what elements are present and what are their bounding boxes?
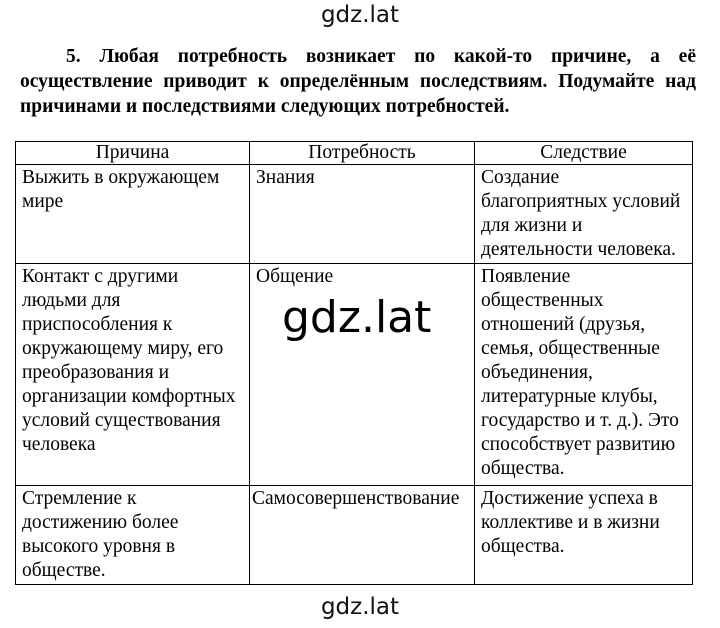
header-cause: Причина: [16, 142, 250, 165]
cell-need: Знания: [250, 165, 475, 264]
cell-effect: Создание благоприятных условий для жизни и деятельности человека.: [475, 165, 693, 264]
cell-need: Общение: [250, 264, 475, 486]
header-effect: Следствие: [475, 142, 693, 165]
watermark-bottom: gdz.lat: [320, 594, 400, 620]
task-text: 5. Любая потребность возникает по какой-то причине, а её осуществление приводит к определённым последствиям. Подумайте над причинами и последствиями следующих потребностей.: [20, 46, 696, 117]
cell-effect: Появление общественных отношений (друзья, семья, общественные объединения, литературные клубы, государство и т. д.). Это способствует развитию общества.: [475, 264, 693, 486]
cell-effect: Достижение успеха в коллективе и в жизни общества.: [475, 486, 693, 585]
cell-cause: Выжить в окружающем мире: [16, 165, 250, 264]
table-row: [16, 165, 693, 264]
cell-need: Самосовершенствование: [250, 486, 475, 585]
table-row: [16, 486, 693, 585]
table-header-row: [16, 142, 693, 165]
cell-cause: Контакт с другими людьми для приспособления к окружающему миру, его преобразования и организации комфортных условий существования человека: [16, 264, 250, 486]
watermark-middle: gdz.lat: [282, 292, 432, 343]
header-need: Потребность: [250, 142, 475, 165]
watermark-top: gdz.lat: [320, 2, 400, 28]
needs-table: [15, 141, 693, 585]
cell-cause: Стремление к достижению более высокого уровня в обществе.: [16, 486, 250, 585]
